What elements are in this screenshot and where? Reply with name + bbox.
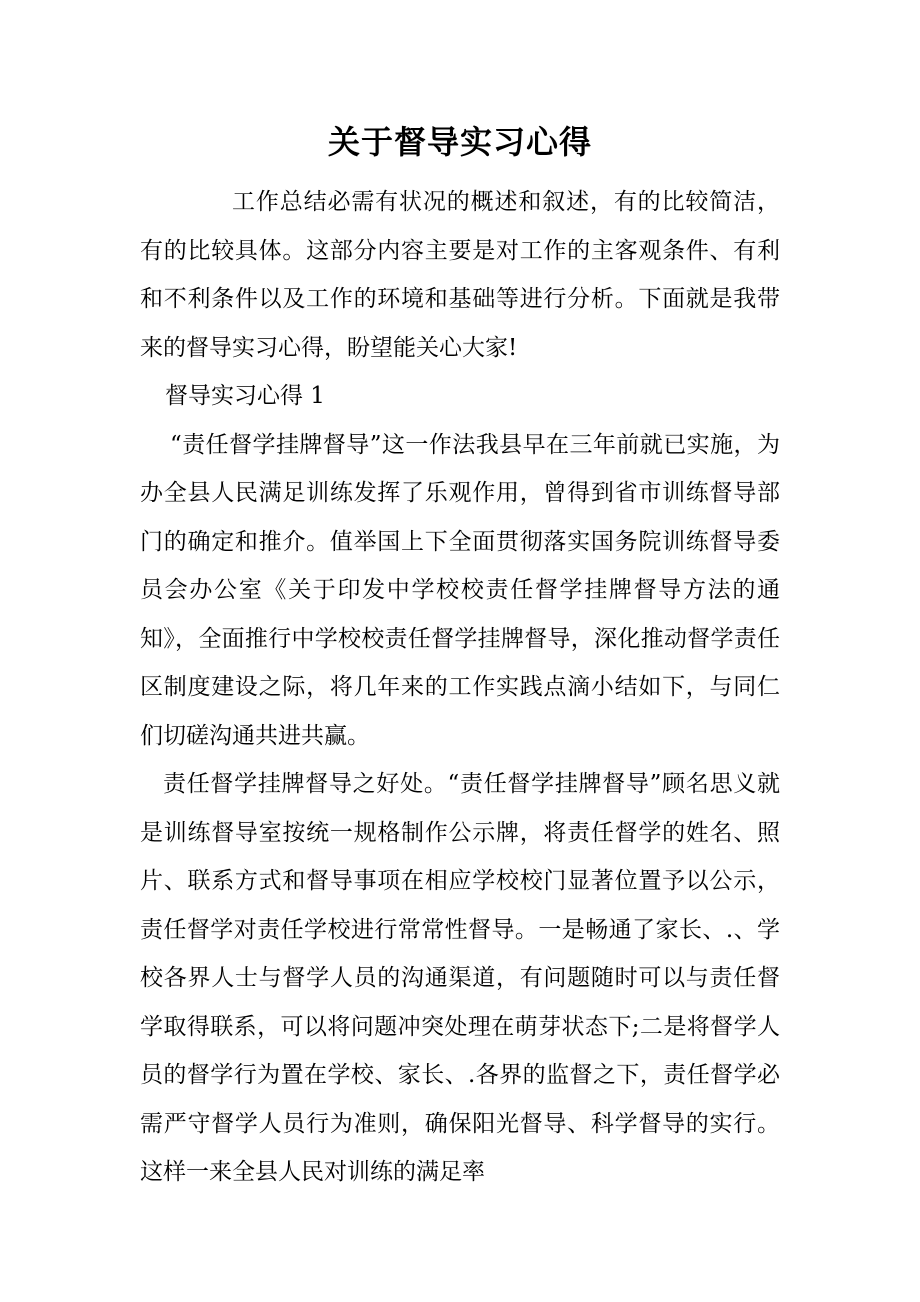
body-paragraph-2: 责任督学挂牌督导之好处。“责任督学挂牌督导”顾名思义就是训练督导室按统一规格制作公示牌，将责任督学的姓名、照片、联系方式和督导事项在相应学校校门显著位置予以公示，责任督学对责任学校进行常常性督导。一是畅通了家长、.、学校各界人士与督学人员的沟通渠道，有问题随时可以与责任督学取得联系，可以将问题冲突处理在萌芽状态下;二是将督学人员的督学行为置在学校、家长、.各界的监督之下，责任督学必需严守督学人员行为准则，确保阳光督导、科学督导的实行。这样一来全县人民对训练的满足率 [140, 771, 780, 1185]
body-paragraph-1: “责任督学挂牌督导”这一作法我县早在三年前就已实施，为办全县人民满足训练发挥了乐观作用，曾得到省市训练督导部门的确定和推介。值举国上下全面贯彻落实国务院训练督导委员会办公室《关于印发中学校校责任督学挂牌督导方法的通知》，全面推行中学校校责任督学挂牌督导，深化推动督学责任区制度建设之际，将几年来的工作实践点滴小结如下，与同仁们切磋沟通共进共赢。 [140, 431, 780, 749]
section-heading: 督导实习心得 1 [165, 383, 325, 409]
intro-paragraph: 工作总结必需有状况的概述和叙述，有的比较简洁，有的比较具体。这部分内容主要是对工作的主客观条件、有利和不利条件以及工作的环境和基础等进行分析。下面就是我带来的督导实习心得，盼望能关心大家! [140, 189, 780, 361]
document-title: 关于督导实习心得 [327, 123, 592, 161]
document-body [140, 178, 780, 1197]
